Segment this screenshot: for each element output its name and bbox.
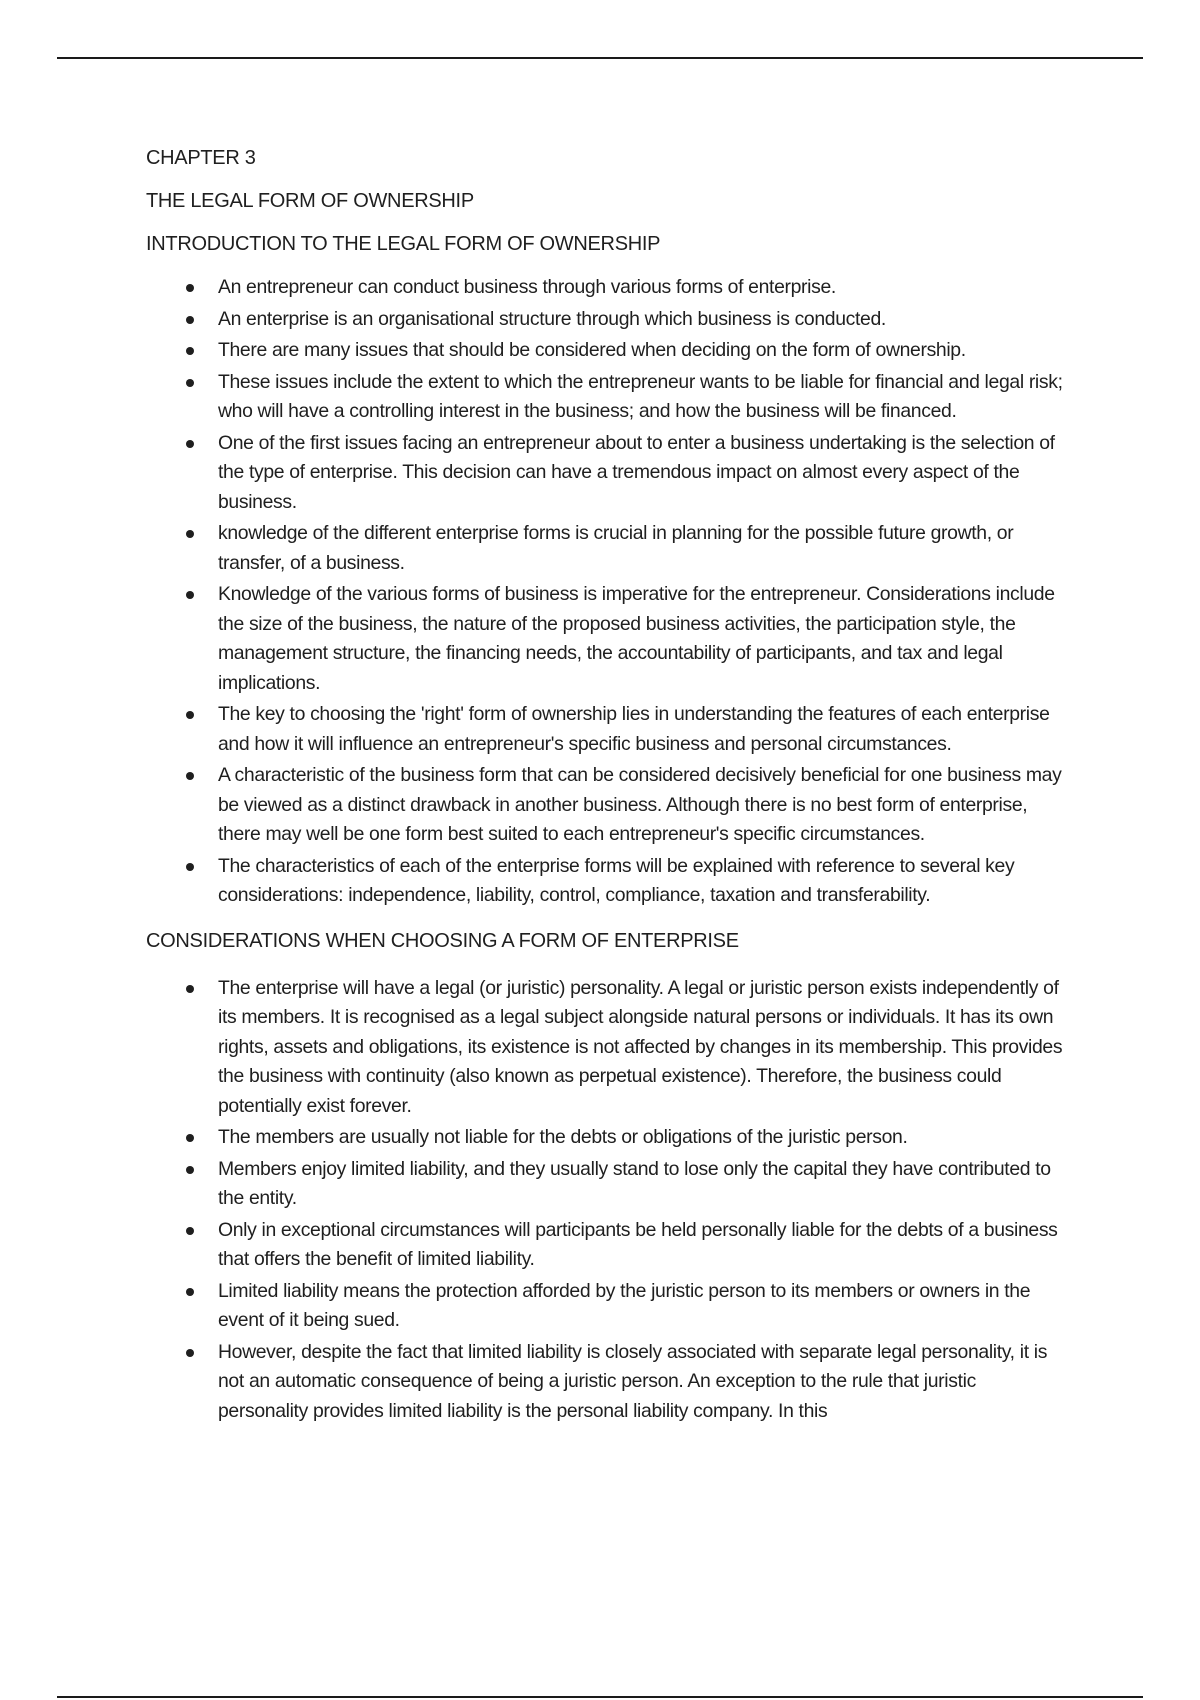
section-heading-introduction: INTRODUCTION TO THE LEGAL FORM OF OWNERSHIP — [146, 233, 661, 255]
list-item-text: Members enjoy limited liability, and they usually stand to lose only the capital they have contributed to the entity. — [218, 1157, 1051, 1209]
bullet-icon — [186, 347, 194, 355]
bullet-icon — [186, 440, 194, 448]
list-item-text: One of the first issues facing an entrepreneur about to enter a business undertaking is the selection of the type of enterprise. This decision can have a tremendous impact on almost every aspect of the business. — [218, 431, 1055, 513]
list-item — [146, 429, 1066, 518]
bullet-icon — [186, 284, 194, 292]
bullet-icon — [186, 1227, 194, 1235]
section-heading-considerations: CONSIDERATIONS WHEN CHOOSING A FORM OF ENTERPRISE — [146, 929, 739, 952]
bullet-icon — [186, 772, 194, 780]
list-item — [146, 974, 1066, 1122]
list-item — [146, 580, 1066, 698]
list-item-text: The members are usually not liable for the debts or obligations of the juristic person. — [218, 1126, 908, 1148]
list-item-text: However, despite the fact that limited liability is closely associated with separate legal personality, it is not an automatic consequence of being a juristic person. An exception to the rule that juristic personality provides limited liability is the personal liability company. In this — [218, 1340, 1048, 1422]
list-item-text: Only in exceptional circumstances will participants be held personally liable for the debts of a business that offers the benefit of limited liability. — [218, 1218, 1058, 1270]
bullet-icon — [186, 711, 194, 719]
list-item — [146, 1277, 1066, 1336]
bullet-icon — [186, 985, 194, 993]
list-item — [146, 1155, 1066, 1214]
list-item — [146, 368, 1066, 427]
chapter-title: THE LEGAL FORM OF OWNERSHIP — [146, 190, 474, 212]
list-item-text: The enterprise will have a legal (or juristic) personality. A legal or juristic person exists independently of its members. It is recognised as a legal subject alongside natural persons or individuals. It has its own rights, assets and obligations, its existence is not affected by changes in its membership. This provides the business with continuity (also known as perpetual existence). Therefore, the business could potentially exist forever. — [218, 976, 1063, 1117]
list-item-text: The key to choosing the 'right' form of ownership lies in understanding the features of each enterprise and how it will influence an entrepreneur's specific business and personal circumstances. — [218, 703, 1050, 755]
list-item-text: There are many issues that should be considered when deciding on the form of ownership. — [218, 339, 966, 361]
list-item-text: Limited liability means the protection afforded by the juristic person to its members or owners in the event of it being sued. — [218, 1279, 1031, 1331]
bullet-icon — [186, 1288, 194, 1296]
list-item — [146, 1216, 1066, 1275]
list-item — [146, 1123, 1066, 1153]
chapter-label: CHAPTER 3 — [146, 147, 256, 169]
list-item — [146, 852, 1066, 911]
list-item-text: An enterprise is an organisational structure through which business is conducted. — [218, 307, 886, 330]
bullet-list-introduction — [146, 273, 1066, 911]
bullet-icon — [186, 379, 194, 387]
list-item — [146, 305, 1066, 335]
list-item — [146, 761, 1066, 850]
list-item — [146, 273, 1066, 303]
list-item — [146, 700, 1066, 759]
list-item-text: knowledge of the different enterprise forms is crucial in planning for the possible future growth, or transfer, of a business. — [218, 522, 1014, 574]
list-item-text: These issues include the extent to which the entrepreneur wants to be liable for financial and legal risk; who will have a controlling interest in the business; and how the business will be financed. — [218, 370, 1063, 422]
list-item — [146, 519, 1066, 578]
list-item-text: Knowledge of the various forms of business is imperative for the entrepreneur. Considerations include the size of the business, the nature of the proposed business activities, the participation style, the management structure, the financing needs, the accountability of participants, and tax and legal implications. — [218, 583, 1055, 694]
list-item-text: The characteristics of each of the enterprise forms will be explained with reference to several key considerations: independence, liability, control, compliance, taxation and transferability. — [218, 854, 1015, 906]
bullet-icon — [186, 530, 194, 538]
bullet-list-considerations — [146, 974, 1066, 1427]
top-rule — [57, 57, 1143, 59]
list-item-text: A characteristic of the business form that can be considered decisively beneficial for one business may be viewed as a distinct drawback in another business. Although there is no best form of enterprise, there may well be one form best suited to each entrepreneur's specific circumstances. — [218, 764, 1062, 845]
list-item-text: An entrepreneur can conduct business through various forms of enterprise. — [218, 276, 836, 298]
bullet-icon — [186, 316, 194, 324]
document-body — [146, 144, 1066, 1442]
list-item — [146, 336, 1066, 366]
bullet-icon — [186, 591, 194, 599]
bottom-rule — [57, 1696, 1143, 1698]
bullet-icon — [186, 1349, 194, 1357]
bullet-icon — [186, 863, 194, 871]
list-item — [146, 1338, 1066, 1427]
bullet-icon — [186, 1134, 194, 1142]
bullet-icon — [186, 1166, 194, 1174]
